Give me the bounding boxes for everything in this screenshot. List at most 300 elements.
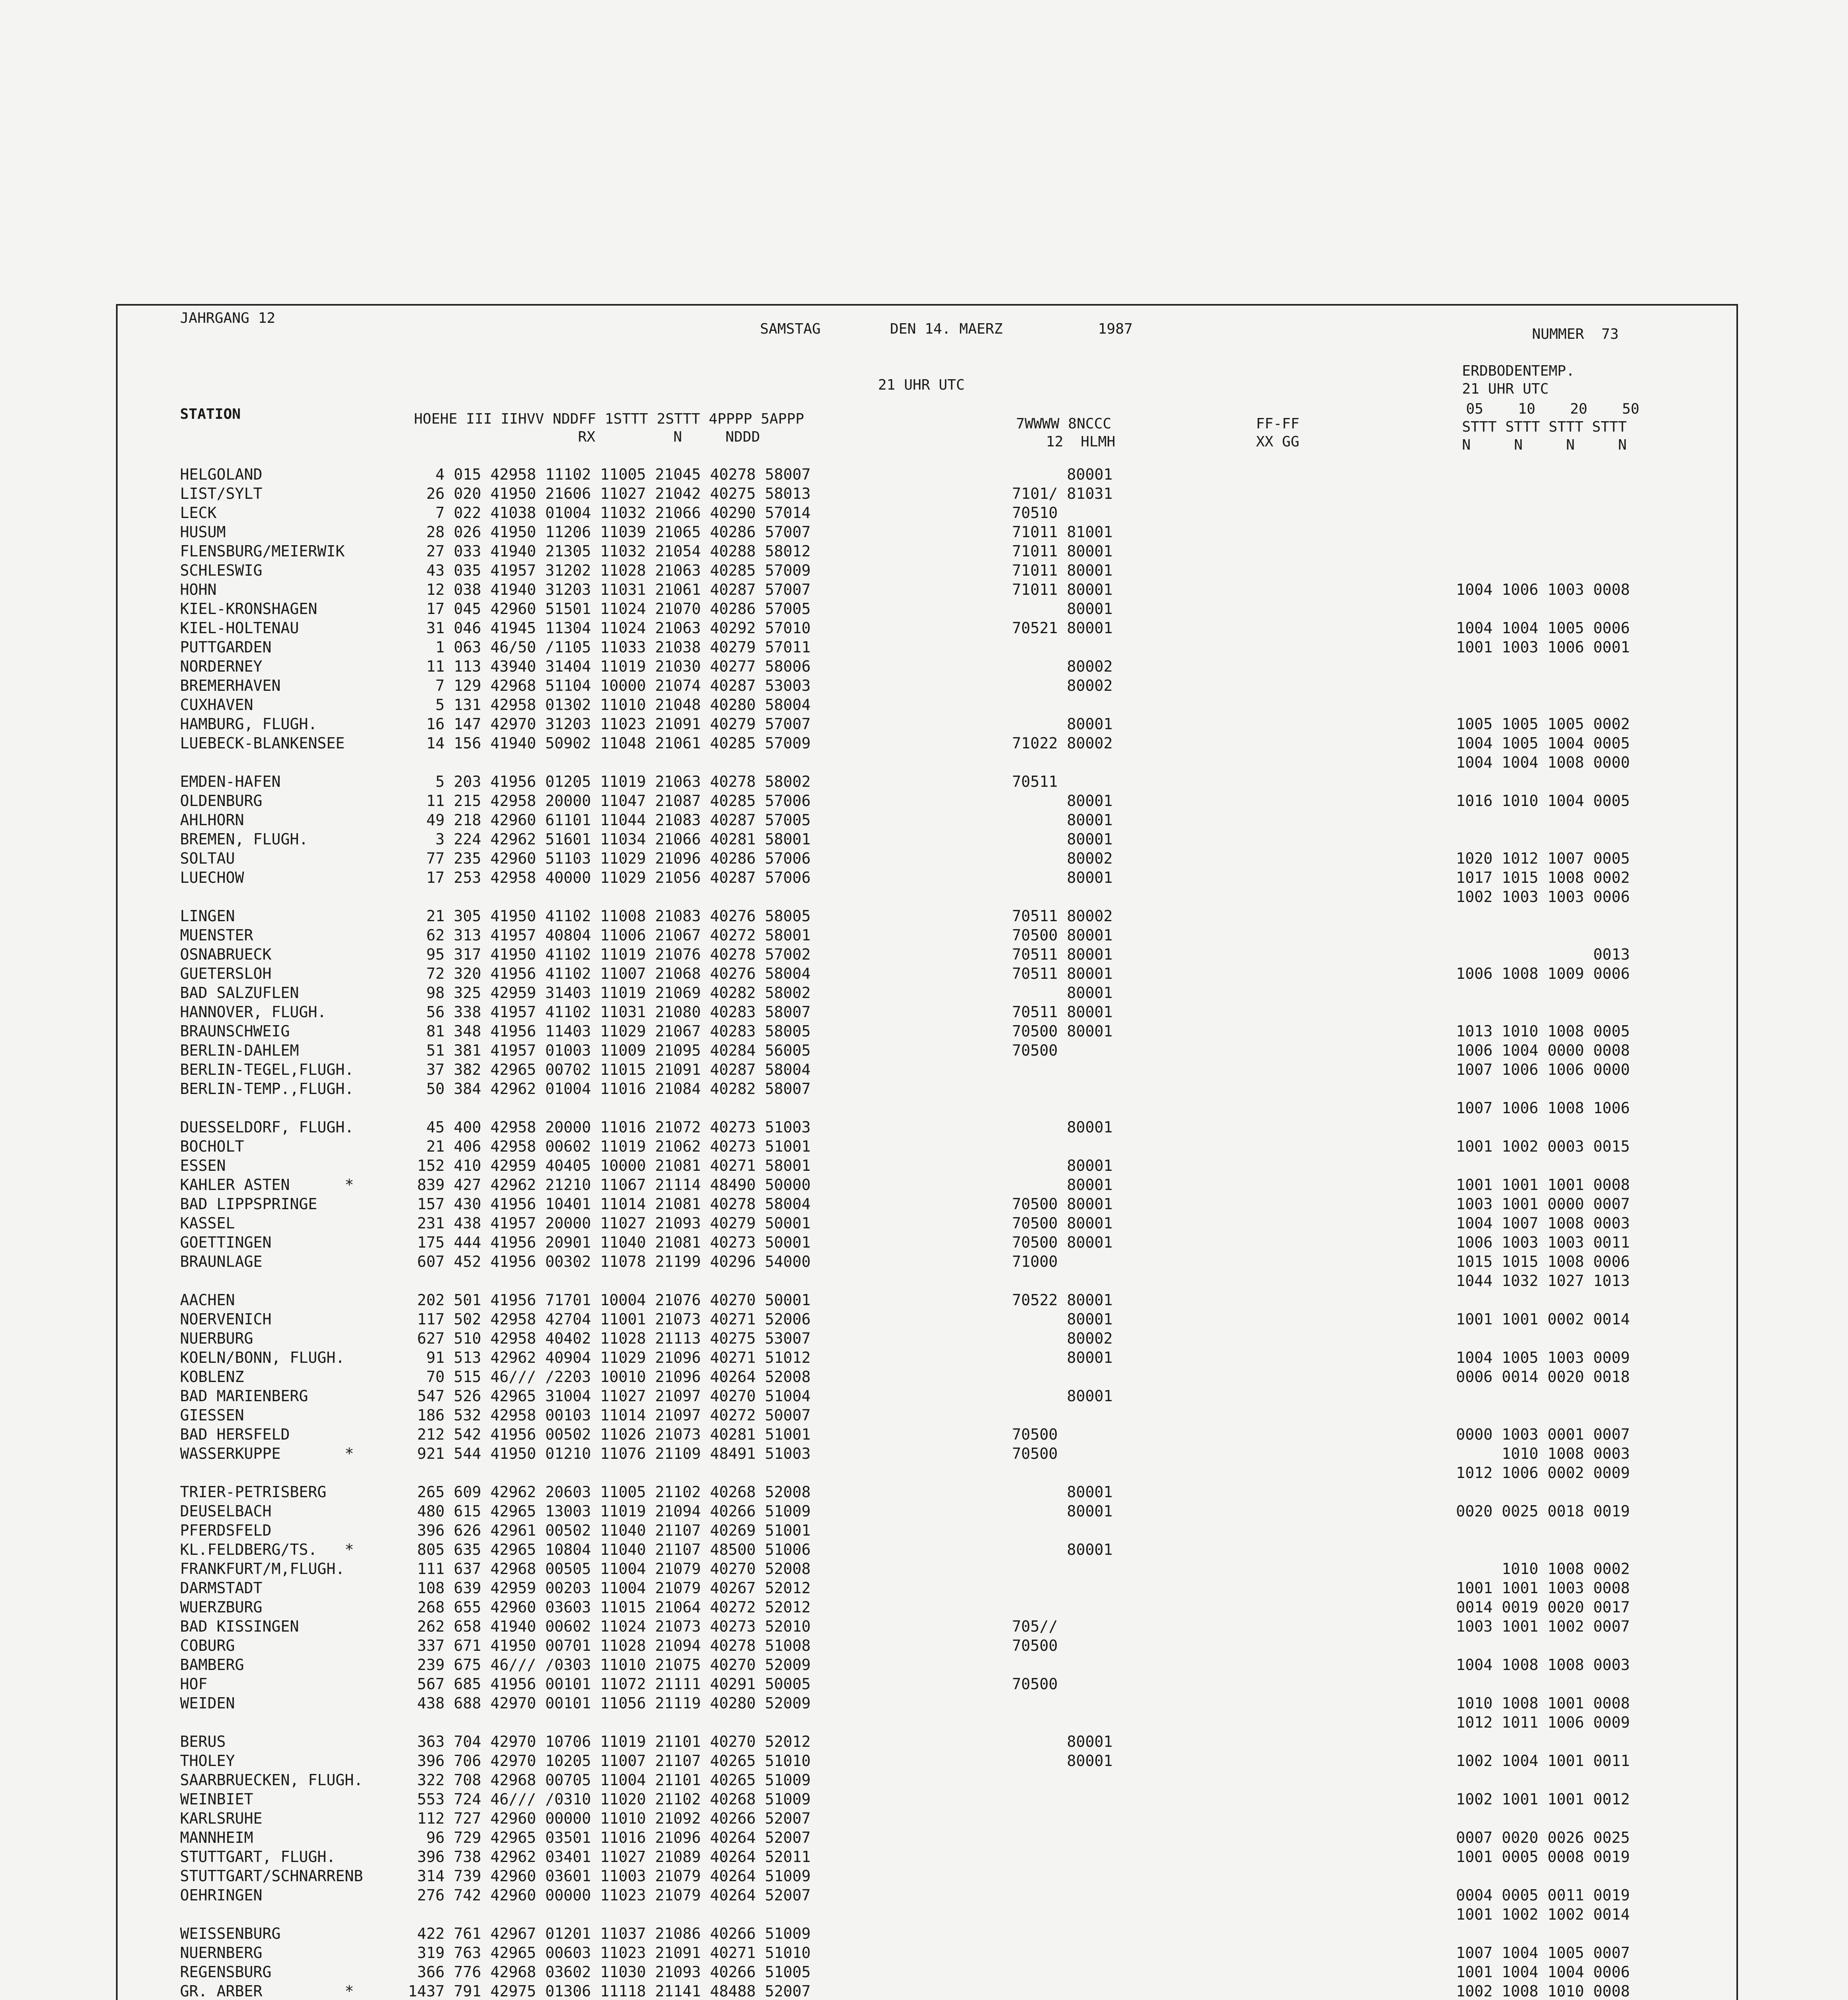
synop-codes: 396 738 42962 03401 11027 21089 40264 52011	[408, 1848, 811, 1866]
weather-codes	[1012, 1924, 1113, 1943]
synop-codes: 56 338 41957 41102 11031 21080 40283 58007	[408, 1003, 811, 1021]
synop-codes: 16 147 42970 31203 11023 21091 40279 57007	[408, 715, 811, 733]
synop-codes: 396 626 42961 00502 11040 21107 40269 51001	[408, 1522, 811, 1539]
weather-codes: 80001	[1012, 1157, 1113, 1174]
synop-codes	[408, 753, 811, 772]
soil-temps: 1001 1003 1006 0001	[1456, 638, 1630, 656]
weather-codes	[1012, 1598, 1113, 1617]
soil-temps	[1456, 522, 1630, 542]
synop-codes: 37 382 42965 00702 11015 21091 40287 58004	[408, 1061, 811, 1078]
station-name: SOLTAU	[180, 850, 235, 867]
soil-temps	[1456, 503, 1630, 522]
soil-temps: 1001 1001 0002 0014	[1456, 1310, 1630, 1328]
synop-codes: 5 203 41956 01205 11019 21063 40278 58002	[408, 773, 811, 790]
weather-codes: 80001	[1012, 1349, 1113, 1366]
synop-codes: 366 776 42968 03602 11030 21093 40266 51005	[408, 1963, 811, 1981]
soil-temps: 1013 1010 1008 0005	[1456, 1022, 1630, 1040]
weather-codes	[1012, 1406, 1113, 1425]
weather-codes: 70500	[1012, 1445, 1058, 1462]
station-name: LUECHOW	[180, 869, 244, 886]
station-name: NOERVENICH	[180, 1310, 272, 1328]
station-name: KARLSRUHE	[180, 1810, 262, 1827]
station-name: GOETTINGEN	[180, 1234, 272, 1251]
synop-codes: 396 706 42970 10205 11007 21107 40265 51010	[408, 1752, 811, 1770]
soil-temps: 1004 1006 1003 0008	[1456, 581, 1630, 598]
station-name: HAMBURG, FLUGH.	[180, 715, 318, 733]
weather-codes: 70500	[1012, 1042, 1058, 1059]
station-name: AHLHORN	[180, 811, 244, 829]
station-name: DARMSTADT	[180, 1579, 262, 1597]
soil-temps: 0013	[1456, 946, 1630, 963]
synop-codes: 276 742 42960 00000 11023 21079 40264 52007	[408, 1886, 811, 1904]
weather-codes	[1012, 1962, 1113, 1982]
soil-temps: 1002 1008 1010 0008	[1456, 1982, 1630, 2000]
station-header: STATION	[180, 406, 241, 422]
synop-codes: 175 444 41956 20901 11040 21081 40273 50001	[408, 1234, 811, 1251]
soil-temp-title: ERDBODENTEMP.	[1462, 363, 1575, 379]
weather-codes	[1012, 1137, 1113, 1156]
weather-codes: 71022 80002	[1012, 734, 1113, 752]
station-name	[180, 887, 363, 906]
station-name: BREMEN, FLUGH.	[180, 830, 308, 848]
weather-codes: 80001	[1012, 1483, 1113, 1501]
soil-temps	[1456, 1482, 1630, 1502]
soil-temps	[1456, 810, 1630, 830]
synop-codes: 81 348 41956 11403 11029 21067 40283 58005	[408, 1022, 811, 1040]
soil-temps	[1456, 830, 1630, 849]
station-name: OEHRINGEN	[180, 1886, 262, 1904]
station-name: TRIER-PETRISBERG	[180, 1483, 327, 1501]
station-name: WASSERKUPPE *	[180, 1445, 354, 1462]
soil-temps	[1456, 561, 1630, 580]
soil-temp-time: 21 UHR UTC	[1462, 381, 1549, 397]
synop-codes: 265 609 42962 20603 11005 21102 40268 52008	[408, 1483, 811, 1501]
report-year: 1987	[1098, 321, 1133, 337]
weather-codes: 80001	[1012, 984, 1113, 1002]
synop-codes: 77 235 42960 51103 11029 21096 40286 57006	[408, 850, 811, 867]
synop-codes: 50 384 42962 01004 11016 21084 40282 58007	[408, 1080, 811, 1098]
station-name: WEISSENBURG	[180, 1925, 281, 1942]
soil-temps	[1456, 1674, 1630, 1694]
soil-temps: 1010 1008 1001 0008	[1456, 1694, 1630, 1712]
weather-codes	[1012, 1060, 1113, 1079]
weather-codes: 70500	[1012, 1426, 1058, 1443]
weather-codes	[1012, 1578, 1113, 1598]
soil-temps: 0006 0014 0020 0018	[1456, 1368, 1630, 1386]
soil-temps	[1456, 1636, 1630, 1655]
weather-codes	[1012, 638, 1113, 657]
synop-codes: 31 046 41945 11304 11024 21063 40292 57010	[408, 619, 811, 637]
station-name: DEUSELBACH	[180, 1502, 272, 1520]
weather-codes	[1012, 695, 1113, 714]
station-name: KIEL-KRONSHAGEN	[180, 600, 318, 618]
station-name: BERLIN-DAHLEM	[180, 1042, 299, 1059]
synop-codes: 262 658 41940 00602 11024 21073 40273 52010	[408, 1618, 811, 1635]
soil-temps	[1456, 1329, 1630, 1348]
synop-codes: 95 317 41950 41102 11019 21076 40278 57002	[408, 946, 811, 963]
station-name: KAHLER ASTEN *	[180, 1176, 354, 1194]
synop-codes: 96 729 42965 03501 11016 21096 40264 52007	[408, 1829, 811, 1846]
station-name: COBURG	[180, 1637, 235, 1654]
soil-temps: 1002 1001 1001 0012	[1456, 1790, 1630, 1808]
station-name: STUTTGART, FLUGH.	[180, 1848, 336, 1866]
soil-temps	[1456, 1406, 1630, 1425]
weather-codes: 7101/ 81031	[1012, 485, 1113, 502]
synop-codes: 438 688 42970 00101 11056 21119 40280 52009	[408, 1694, 811, 1712]
weather-codes: 80001	[1012, 830, 1113, 848]
soil-temps: 1010 1008 0002	[1456, 1560, 1630, 1578]
synop-codes: 186 532 42958 00103 11014 21097 40272 50007	[408, 1406, 811, 1424]
soil-temps: 1016 1010 1004 0005	[1456, 792, 1630, 810]
soil-temps: 1044 1032 1027 1013	[1456, 1272, 1630, 1290]
station-name: CUXHAVEN	[180, 696, 254, 714]
synop-codes: 5 131 42958 01302 11010 21048 40280 58004	[408, 696, 811, 714]
synop-codes: 72 320 41956 41102 11007 21068 40276 58004	[408, 965, 811, 982]
soil-temps: 1004 1008 1008 0003	[1456, 1656, 1630, 1674]
station-name: BAD LIPPSPRINGE	[180, 1195, 318, 1213]
soil-temps	[1456, 1809, 1630, 1828]
synop-codes	[408, 1463, 811, 1482]
weather-codes: 80001	[1012, 1310, 1113, 1328]
station-name: WUERZBURG	[180, 1598, 262, 1616]
station-name: HOHN	[180, 581, 217, 598]
soil-temps: 1007 1006 1008 1006	[1456, 1099, 1630, 1117]
station-name: LIST/SYLT	[180, 485, 262, 502]
station-name: AACHEN	[180, 1291, 235, 1309]
synop-codes: 480 615 42965 13003 11019 21094 40266 51009	[408, 1502, 811, 1520]
weather-codes: 70511 80002	[1012, 907, 1113, 925]
station-name: BERLIN-TEMP.,FLUGH.	[180, 1080, 354, 1098]
weather-codes: 70511 80001	[1012, 946, 1113, 963]
synop-codes	[408, 1713, 811, 1732]
station-name: NUERBURG	[180, 1330, 254, 1347]
weather-codes: 70522 80001	[1012, 1291, 1113, 1309]
synop-codes: 7 129 42968 51104 10000 21074 40287 53003	[408, 677, 811, 694]
weather-codes	[1012, 1694, 1113, 1713]
synop-codes: 51 381 41957 01003 11009 21095 40284 56005	[408, 1042, 811, 1059]
synop-codes: 337 671 41950 00701 11028 21094 40278 51008	[408, 1637, 811, 1654]
synop-codes: 567 685 41956 00101 11072 21111 40291 50005	[408, 1675, 811, 1693]
soil-n-header: N N N N	[1462, 437, 1627, 453]
soil-temps	[1456, 983, 1630, 1002]
synop-codes: 21 406 42958 00602 11019 21062 40273 51001	[408, 1138, 811, 1155]
synop-codes	[408, 1905, 811, 1924]
station-name: WEINBIET	[180, 1790, 254, 1808]
weather-codes: 70500 80001	[1012, 1214, 1113, 1232]
synop-codes: 14 156 41940 50902 11048 21061 40285 57009	[408, 734, 811, 752]
soil-temps	[1456, 1521, 1630, 1540]
weather-codes	[1012, 753, 1113, 772]
weather-codes	[1012, 1847, 1113, 1866]
weather-codes: 71011 80001	[1012, 562, 1113, 579]
soil-temps: 1003 1001 1002 0007	[1456, 1618, 1630, 1635]
station-name	[180, 1098, 363, 1118]
soil-temps: 1004 1007 1008 0003	[1456, 1214, 1630, 1232]
synop-codes: 1 063 46/50 /1105 11033 21038 40279 57011	[408, 638, 811, 656]
weekday: SAMSTAG	[760, 321, 821, 337]
weather-codes	[1012, 1809, 1113, 1828]
synop-codes: 112 727 42960 00000 11010 21092 40266 52007	[408, 1810, 811, 1827]
soil-temps	[1456, 1156, 1630, 1175]
weather-codes: 80002	[1012, 677, 1113, 694]
station-name: BAD HERSFELD	[180, 1426, 290, 1443]
synop-codes: 117 502 42958 42704 11001 21073 40271 52006	[408, 1310, 811, 1328]
synop-codes: 4 015 42958 11102 11005 21045 40278 58007	[408, 466, 811, 483]
station-name: HELGOLAND	[180, 466, 262, 483]
synop-codes: 607 452 41956 00302 11078 21199 40296 54000	[408, 1253, 811, 1270]
synop-codes: 70 515 46/// /2203 10010 21096 40264 52008	[408, 1368, 811, 1386]
weather-codes: 80002	[1012, 658, 1113, 675]
synop-codes: 3 224 42962 51601 11034 21066 40281 58001	[408, 830, 811, 848]
synop-codes: 152 410 42959 40405 10000 21081 40271 58001	[408, 1157, 811, 1174]
station-name: PFERDSFELD	[180, 1522, 272, 1539]
synop-codes: 49 218 42960 61101 11044 21083 40287 57005	[408, 811, 811, 829]
weather-codes	[1012, 1713, 1113, 1732]
station-name: ESSEN	[180, 1157, 226, 1174]
synop-codes: 17 045 42960 51501 11024 21070 40286 57005	[408, 600, 811, 618]
synop-codes: 921 544 41950 01210 11076 21109 48491 51003	[408, 1445, 811, 1462]
soil-temps	[1456, 542, 1630, 561]
soil-temps: 1004 1005 1004 0005	[1456, 734, 1630, 752]
weather-codes: 80002	[1012, 850, 1113, 867]
station-name: BERLIN-TEGEL,FLUGH.	[180, 1061, 354, 1078]
station-name: FLENSBURG/MEIERWIK	[180, 542, 345, 560]
soil-temps: 0004 0005 0011 0019	[1456, 1886, 1630, 1904]
soil-temps	[1456, 926, 1630, 945]
station-name: BAD SALZUFLEN	[180, 984, 299, 1002]
synop-codes: 108 639 42959 00203 11004 21079 40267 52012	[408, 1579, 811, 1597]
weather-codes: 71011 80001	[1012, 581, 1113, 598]
weather-codes	[1012, 1886, 1113, 1905]
station-name: LECK	[180, 504, 217, 522]
soil-temps: 1001 1001 1001 0008	[1456, 1176, 1630, 1194]
weather-codes: 71000	[1012, 1253, 1058, 1270]
volume-label: JAHRGANG 12	[180, 310, 276, 326]
soil-temps	[1456, 484, 1630, 503]
weather-codes: 80001	[1012, 466, 1113, 483]
weather-codes: 80001	[1012, 1733, 1113, 1750]
station-name: NORDERNEY	[180, 658, 262, 675]
synop-codes: 7 022 41038 01004 11032 21066 40290 57014	[408, 504, 811, 522]
soil-temps: 1006 1003 1003 0011	[1456, 1234, 1630, 1251]
weather-codes: 70511 80001	[1012, 965, 1113, 982]
soil-temps: 1006 1004 0000 0008	[1456, 1042, 1630, 1059]
synop-codes: 26 020 41950 21606 11027 21042 40275 58013	[408, 485, 811, 502]
soil-temps: 1003 1001 0000 0007	[1456, 1195, 1630, 1213]
code-subheader: RX N NDDD	[578, 429, 760, 445]
weather-codes: 80001	[1012, 792, 1113, 810]
soil-temps: 1020 1012 1007 0005	[1456, 850, 1630, 867]
station-name: KOELN/BONN, FLUGH.	[180, 1349, 345, 1366]
station-name	[180, 1463, 363, 1482]
synop-codes: 422 761 42967 01201 11037 21086 40266 51009	[408, 1925, 811, 1942]
station-name: MANNHEIM	[180, 1829, 254, 1846]
soil-temps: 1012 1006 0002 0009	[1456, 1464, 1630, 1482]
soil-temps	[1456, 1924, 1630, 1943]
synop-codes: 805 635 42965 10804 11040 21107 48500 51006	[408, 1541, 811, 1558]
weather-codes: 80001	[1012, 1118, 1113, 1136]
synop-code-column	[408, 465, 811, 2000]
soil-temps	[1456, 1540, 1630, 1559]
soil-temps	[1456, 676, 1630, 695]
station-name: GUETERSLOH	[180, 965, 272, 982]
synop-codes: 268 655 42960 03603 11015 21064 40272 52012	[408, 1598, 811, 1616]
station-name: HUSUM	[180, 523, 226, 541]
station-name: KASSEL	[180, 1214, 235, 1232]
weather-codes: 70500 80001	[1012, 1195, 1113, 1213]
weather-codes: 80001	[1012, 1541, 1113, 1558]
synop-codes: 839 427 42962 21210 11067 21114 48490 50000	[408, 1176, 811, 1194]
weather-codes: 70521 80001	[1012, 619, 1113, 637]
synop-codes: 21 305 41950 41102 11008 21083 40276 58005	[408, 907, 811, 925]
weather-codes: 70500	[1012, 1637, 1058, 1654]
synop-codes: 627 510 42958 40402 11028 21113 40275 53007	[408, 1330, 811, 1347]
station-name: THOLEY	[180, 1752, 235, 1770]
station-name: SAARBRUECKEN, FLUGH.	[180, 1771, 363, 1789]
soil-temps: 1005 1005 1005 0002	[1456, 715, 1630, 733]
weather-codes	[1012, 1367, 1113, 1386]
soil-temps: 1004 1004 1005 0006	[1456, 619, 1630, 637]
weather-codes: 80001	[1012, 1502, 1113, 1520]
soil-temps: 1015 1015 1008 0006	[1456, 1253, 1630, 1270]
weather-codes	[1012, 1098, 1113, 1118]
synop-codes: 547 526 42965 31004 11027 21097 40270 51004	[408, 1387, 811, 1405]
synop-codes: 319 763 42965 00603 11023 21091 40271 51010	[408, 1944, 811, 1962]
weather-codes: 70511	[1012, 773, 1058, 790]
station-name: BAD MARIENBERG	[180, 1387, 308, 1405]
synop-codes: 111 637 42968 00505 11004 21079 40270 52008	[408, 1560, 811, 1578]
weather-codes	[1012, 1271, 1113, 1290]
weather-codes: 80001	[1012, 1176, 1113, 1194]
station-name: GR. ARBER *	[180, 1982, 354, 2000]
synop-codes	[408, 887, 811, 906]
weather-codes: 70500	[1012, 1675, 1058, 1693]
weather-codes	[1012, 1521, 1113, 1540]
station-name: HOF	[180, 1675, 208, 1693]
observation-time: 21 UHR UTC	[878, 377, 965, 393]
synop-codes: 43 035 41957 31202 11028 21063 40285 57009	[408, 562, 811, 579]
soil-temp-column	[1456, 465, 1630, 2000]
synop-codes: 28 026 41950 11206 11039 21065 40286 57007	[408, 523, 811, 541]
soil-temps: 1007 1004 1005 0007	[1456, 1944, 1630, 1962]
station-name	[180, 1713, 363, 1732]
soil-temps: 1004 1004 1008 0000	[1456, 754, 1630, 771]
soil-temps	[1456, 1118, 1630, 1137]
soil-temps	[1456, 1770, 1630, 1790]
weather-codes	[1012, 1770, 1113, 1790]
weather-codes: 70511 80001	[1012, 1003, 1113, 1021]
weather-cloud-column	[1012, 465, 1113, 2000]
issue-number: NUMMER 73	[1532, 326, 1619, 342]
soil-temps: 1002 1004 1001 0011	[1456, 1752, 1630, 1770]
station-name: MUENSTER	[180, 926, 254, 944]
weather-codes: 80001	[1012, 1387, 1113, 1405]
station-name: LUEBECK-BLANKENSEE	[180, 734, 345, 752]
station-name: HANNOVER, FLUGH.	[180, 1003, 327, 1021]
code2-header: 7WWWW 8NCCC	[1016, 416, 1112, 432]
synop-codes: 1437 791 42975 01306 11118 21141 48488 52007	[408, 1982, 811, 2000]
weather-codes	[1012, 1655, 1113, 1674]
synop-codes: 62 313 41957 40804 11006 21067 40272 58001	[408, 926, 811, 944]
station-name: BERUS	[180, 1733, 226, 1750]
synop-codes: 45 400 42958 20000 11016 21072 40273 51003	[408, 1118, 811, 1136]
weather-codes: 70500 80001	[1012, 926, 1113, 944]
soil-temps	[1456, 1866, 1630, 1886]
station-name: STUTTGART/SCHNARRENB	[180, 1867, 363, 1885]
station-name: NUERNBERG	[180, 1944, 262, 1962]
weather-codes	[1012, 1982, 1113, 2000]
synop-codes: 157 430 41956 10401 11014 21081 40278 58004	[408, 1195, 811, 1213]
station-name: EMDEN-HAFEN	[180, 773, 281, 790]
code-header: HOEHE III IIHVV NDDFF 1STTT 2STTT 4PPPP 5APPP	[414, 411, 804, 427]
soil-temps: 1001 1002 0003 0015	[1456, 1138, 1630, 1155]
weather-codes	[1012, 1079, 1113, 1098]
station-name	[180, 1905, 363, 1924]
station-name: OSNABRUECK	[180, 946, 272, 963]
soil-temps: 1001 1004 1004 0006	[1456, 1963, 1630, 1981]
soil-temps: 0000 1003 0001 0007	[1456, 1426, 1630, 1443]
synop-codes: 322 708 42968 00705 11004 21101 40265 51009	[408, 1771, 811, 1789]
station-name: REGENSBURG	[180, 1963, 272, 1981]
station-name: BRAUNLAGE	[180, 1253, 262, 1270]
soil-temps: 1010 1008 0003	[1456, 1445, 1630, 1462]
soil-temps: 1002 1003 1003 0006	[1456, 888, 1630, 906]
synop-codes: 231 438 41957 20000 11027 21093 40279 50001	[408, 1214, 811, 1232]
station-name: FRANKFURT/M,FLUGH.	[180, 1560, 345, 1578]
weather-codes: 70500 80001	[1012, 1234, 1113, 1251]
soil-temps: 0007 0020 0026 0025	[1456, 1829, 1630, 1846]
soil-temps	[1456, 1079, 1630, 1098]
weather-codes: 70510	[1012, 504, 1058, 522]
station-name: BREMERHAVEN	[180, 677, 281, 694]
wind-subheader: XX GG	[1256, 434, 1300, 450]
weather-codes	[1012, 1943, 1113, 1962]
soil-code-header: STTT STTT STTT STTT	[1462, 419, 1627, 435]
soil-temps: 1012 1011 1006 0009	[1456, 1714, 1630, 1731]
soil-temps: 1001 1001 1003 0008	[1456, 1579, 1630, 1597]
station-name: LINGEN	[180, 907, 235, 925]
weather-codes: 80002	[1012, 1330, 1113, 1347]
soil-temps	[1456, 1290, 1630, 1310]
synop-codes: 91 513 42962 40904 11029 21096 40271 51012	[408, 1349, 811, 1366]
weather-codes	[1012, 887, 1113, 906]
station-name	[180, 753, 363, 772]
soil-temps	[1456, 906, 1630, 926]
weather-codes: 705//	[1012, 1618, 1058, 1635]
weather-codes: 71011 81001	[1012, 523, 1113, 541]
soil-temps	[1456, 599, 1630, 618]
synop-codes: 12 038 41940 31203 11031 21061 40287 57007	[408, 581, 811, 598]
station-name: BOCHOLT	[180, 1138, 244, 1155]
station-name: KOBLENZ	[180, 1368, 244, 1386]
synop-codes: 202 501 41956 71701 10004 21076 40270 50001	[408, 1291, 811, 1309]
weather-codes	[1012, 1790, 1113, 1809]
station-name: PUTTGARDEN	[180, 638, 272, 656]
soil-temps: 1004 1005 1003 0009	[1456, 1349, 1630, 1366]
station-name	[180, 1271, 363, 1290]
weather-codes: 80001	[1012, 869, 1113, 886]
soil-temps	[1456, 772, 1630, 791]
synop-codes: 98 325 42959 31403 11019 21069 40282 58002	[408, 984, 811, 1002]
synop-codes	[408, 1098, 811, 1118]
weather-codes: 80001	[1012, 811, 1113, 829]
weather-codes	[1012, 1828, 1113, 1847]
station-name: OLDENBURG	[180, 792, 262, 810]
weather-codes: 70500 80001	[1012, 1022, 1113, 1040]
soil-temps: 1006 1008 1009 0006	[1456, 965, 1630, 982]
station-name: KIEL-HOLTENAU	[180, 619, 299, 637]
station-name: BAMBERG	[180, 1656, 244, 1674]
